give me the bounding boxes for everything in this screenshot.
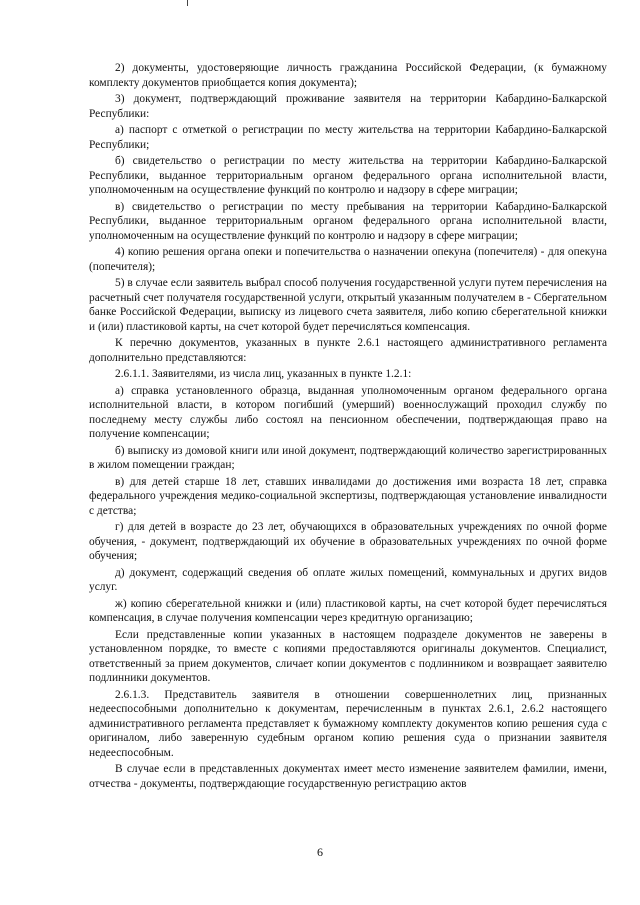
paragraph-savings-book: ж) копию сберегательной книжки и (или) пластиковой карты, на счет которой будет перечисляться компенсация, в случае получения компенсации через кредитную организацию;	[89, 597, 607, 624]
paragraph-utility-payments: д) документ, содержащий сведения об оплате жилых помещений, коммунальных и других видов услуг.	[89, 566, 607, 593]
paragraph-residence-document: 3) документ, подтверждающий проживание заявителя на территории Кабардино-Балкарской Республики:	[89, 93, 607, 120]
paragraph-name-change: В случае если в представленных документах имеет место изменение заявителем фамилии, имени, отчества - документы, подтверждающие государственную регистрацию актов	[89, 763, 607, 790]
paragraph-guardianship-decision: 4) копию решения органа опеки и попечительства о назначении опекуна (попечителя) - для опекуна (попечителя);	[89, 246, 607, 273]
page-number: 6	[317, 845, 323, 859]
paragraph-disability-certificate: в) для детей старше 18 лет, ставших инвалидами до достижения ими возраста 18 лет, справка федерального учреждения медико-социальной экспертизы, подтверждающая установление инвалидности с детства;	[89, 475, 607, 517]
paragraph-section-2-6-1-3: 2.6.1.3. Представитель заявителя в отношении совершеннолетних лиц, признанных недееспособными дополнительно к документам, перечисленным в пунктах 2.6.1, 2.6.2 настоящего административного регламента представляет к бумажному комплекту документов копию решения суда с оригиналом, либо заверенную судебным органом копию решения суда о признании заявителя недееспособным.	[89, 688, 607, 759]
paragraph-residence-certificate: б) свидетельство о регистрации по месту жительства на территории Кабардино-Балкарской Республики, выданное территориальным органом федерального органа исполнительной власти, уполномоченным на осуществление функций по контролю и надзору в сфере миграции;	[89, 155, 607, 196]
document-body	[89, 61, 607, 793]
paragraph-additional-documents: К перечню документов, указанных в пункте 2.6.1 настоящего административного регламента дополнительно представляются:	[89, 337, 607, 364]
paragraph-stay-certificate: в) свидетельство о регистрации по месту пребывания на территории Кабардино-Балкарской Республики, выданное территориальным органом федерального органа исполнительной власти, уполномоченным на осуществление функций по контролю и надзору в сфере миграции;	[89, 200, 607, 242]
scan-artifact-mark	[187, 0, 188, 6]
paragraph-unverified-copies: Если представленные копии указанных в настоящем подразделе документов не заверены в установленном порядке, то вместе с копиями предоставляются оригиналы документов. Специалист, ответственный за прием документов, сличает копии документов с подлинником и возвращает заявителю подлинники документов.	[89, 628, 607, 684]
paragraph-bank-statement: 5) в случае если заявитель выбрал способ получения государственной услуги путем перечисления на расчетный счет получателя государственной услуги, открытый указанным получателем в - Сбергательном банке Российской Федерации, выписку из лицевого счета заявителя, либо копию сберегательной книжки и (или) пластиковой карты, на счет которой будет перечисляться компенсация.	[89, 277, 607, 333]
paragraph-house-register: б) выписку из домовой книги или иной документ, подтверждающий количество зарегистрированных в жилом помещении граждан;	[89, 444, 607, 471]
paragraph-identity-documents: 2) документы, удостоверяющие личность гражданина Российской Федерации, (к бумажному комплекту документов приобщается копия документа);	[89, 62, 607, 89]
paragraph-section-2-6-1-1: 2.6.1.1. Заявителями, из числа лиц, указанных в пункте 1.2.1:	[115, 368, 412, 380]
paragraph-passport: а) паспорт с отметкой о регистрации по месту жительства на территории Кабардино-Балкарской Республики;	[89, 124, 607, 151]
paragraph-service-certificate: а) справка установленного образца, выданная уполномоченным органом федерального органа исполнительной власти, в котором погибший (умерший) военнослужащий проходил службу по последнему месту службы либо состоял на пенсионном обеспечении, подтверждающая право на получение компенсации;	[89, 384, 607, 440]
paragraph-student-document: г) для детей в возрасте до 23 лет, обучающихся в образовательных учреждениях по очной форме обучения, - документ, подтверждающий их обучение в образовательных учреждениях по очной форме обучения;	[89, 521, 607, 562]
